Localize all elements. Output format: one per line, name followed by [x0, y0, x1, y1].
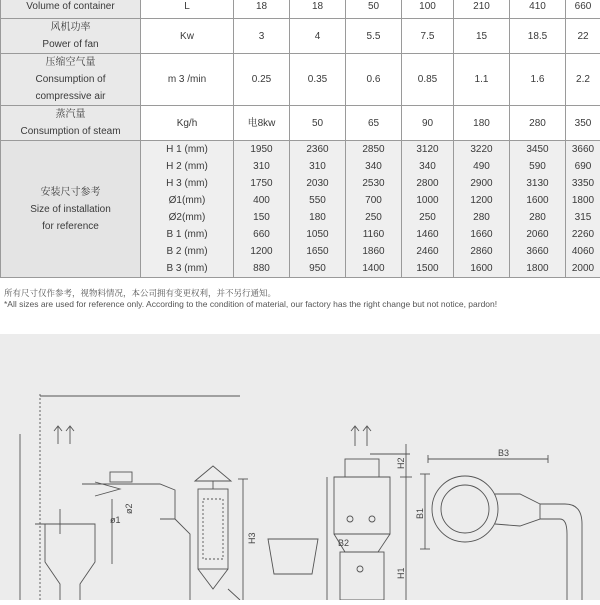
value-cell: 18 — [234, 0, 290, 19]
value-cell: 1860 — [346, 243, 402, 260]
value-cell: 90 — [402, 106, 454, 141]
spec-row — [1, 54, 600, 106]
value-cell: 2000 — [566, 260, 600, 278]
value-cell: 2.2 — [566, 54, 600, 106]
value-cell: 1660 — [454, 226, 510, 243]
value-cell: 1600 — [454, 260, 510, 278]
value-cell: 590 — [510, 158, 566, 175]
value-cell: 3120 — [402, 141, 454, 159]
install-label-line: Size of installation — [1, 201, 140, 218]
value-cell: 0.35 — [290, 54, 346, 106]
install-dim: H 2 (mm) — [141, 158, 234, 175]
value-cell: 1200 — [454, 192, 510, 209]
value-cell: 15 — [454, 19, 510, 54]
value-cell: 0.85 — [402, 54, 454, 106]
value-cell: 1600 — [510, 192, 566, 209]
install-label — [1, 141, 141, 278]
footnote-english: *All sizes are used for reference only. According to the condition of material, our factory has the right change but not notice, pardon! — [4, 299, 497, 309]
value-cell: 1800 — [510, 260, 566, 278]
value-cell: 50 — [290, 106, 346, 141]
drawing-svg — [0, 334, 600, 600]
value-cell: 1000 — [402, 192, 454, 209]
value-cell: 280 — [454, 209, 510, 226]
row-label — [1, 19, 141, 54]
row-unit: L — [141, 0, 234, 19]
spec-row — [1, 0, 600, 19]
value-cell: 2530 — [346, 175, 402, 192]
install-dim: H 3 (mm) — [141, 175, 234, 192]
value-cell: 1750 — [234, 175, 290, 192]
value-cell: 2060 — [510, 226, 566, 243]
row-label-line: 蒸汽量 — [1, 106, 140, 123]
value-cell: 550 — [290, 192, 346, 209]
value-cell: 340 — [402, 158, 454, 175]
value-cell: 950 — [290, 260, 346, 278]
value-cell: 310 — [290, 158, 346, 175]
value-cell: 150 — [234, 209, 290, 226]
value-cell: 880 — [234, 260, 290, 278]
value-cell: 490 — [454, 158, 510, 175]
value-cell: 3660 — [566, 141, 600, 159]
value-cell: 340 — [346, 158, 402, 175]
value-cell: 1800 — [566, 192, 600, 209]
value-cell: 18.5 — [510, 19, 566, 54]
row-unit: m 3 /min — [141, 54, 234, 106]
install-row — [1, 141, 600, 159]
value-cell: 2360 — [290, 141, 346, 159]
value-cell: 700 — [346, 192, 402, 209]
value-cell: 3130 — [510, 175, 566, 192]
value-cell: 3220 — [454, 141, 510, 159]
value-cell: 310 — [234, 158, 290, 175]
value-cell: 0.6 — [346, 54, 402, 106]
value-cell: 250 — [346, 209, 402, 226]
value-cell: 1460 — [402, 226, 454, 243]
value-cell: 3350 — [566, 175, 600, 192]
row-label-line: compressive air — [1, 88, 140, 105]
value-cell: 660 — [234, 226, 290, 243]
row-label-line: Power of fan — [1, 36, 140, 53]
value-cell: 280 — [510, 209, 566, 226]
row-label-line: Volume of container — [1, 0, 140, 15]
install-label-line: for reference — [1, 218, 140, 235]
install-dim: H 1 (mm) — [141, 141, 234, 159]
footnote-chinese: 所有尺寸仅作参考，视物料情况，本公司拥有变更权利，并不另行通知。 — [4, 287, 276, 299]
label-h1: H1 — [396, 567, 406, 579]
value-cell: 0.25 — [234, 54, 290, 106]
value-cell: 22 — [566, 19, 600, 54]
value-cell: 100 — [402, 0, 454, 19]
value-cell: 410 — [510, 0, 566, 19]
spec-row — [1, 106, 600, 141]
install-dim: B 3 (mm) — [141, 260, 234, 278]
value-cell: 350 — [566, 106, 600, 141]
label-b3: B3 — [498, 448, 509, 458]
value-cell: 180 — [454, 106, 510, 141]
row-label-line: 压缩空气量 — [1, 54, 140, 71]
value-cell: 2860 — [454, 243, 510, 260]
value-cell: 1500 — [402, 260, 454, 278]
row-unit: Kg/h — [141, 106, 234, 141]
install-label-line: 安装尺寸参考 — [1, 184, 140, 201]
value-cell: 1400 — [346, 260, 402, 278]
value-cell: 1160 — [346, 226, 402, 243]
value-cell: 400 — [234, 192, 290, 209]
row-label — [1, 0, 141, 19]
value-cell: 50 — [346, 0, 402, 19]
installation-drawing — [0, 334, 600, 600]
row-label — [1, 106, 141, 141]
value-cell: 1.1 — [454, 54, 510, 106]
value-cell: 2850 — [346, 141, 402, 159]
value-cell: 280 — [510, 106, 566, 141]
value-cell: 1200 — [234, 243, 290, 260]
row-label — [1, 54, 141, 106]
value-cell: 1650 — [290, 243, 346, 260]
label-h2: H2 — [396, 457, 406, 469]
value-cell: 4 — [290, 19, 346, 54]
label-phi1: ø1 — [110, 515, 121, 525]
install-dim: Ø2(mm) — [141, 209, 234, 226]
spec-table — [0, 0, 600, 278]
value-cell: 210 — [454, 0, 510, 19]
value-cell: 250 — [402, 209, 454, 226]
value-cell: 65 — [346, 106, 402, 141]
value-cell: 2260 — [566, 226, 600, 243]
value-cell: 3450 — [510, 141, 566, 159]
install-dim: Ø1(mm) — [141, 192, 234, 209]
spec-row — [1, 19, 600, 54]
row-unit: Kw — [141, 19, 234, 54]
value-cell: 4060 — [566, 243, 600, 260]
value-cell: 5.5 — [346, 19, 402, 54]
value-cell: 2030 — [290, 175, 346, 192]
value-cell: 660 — [566, 0, 600, 19]
value-cell: 18 — [290, 0, 346, 19]
label-b1: B1 — [415, 508, 425, 519]
value-cell: 7.5 — [402, 19, 454, 54]
value-cell: 180 — [290, 209, 346, 226]
value-cell: 电8kw — [234, 106, 290, 141]
label-b2: B2 — [338, 538, 349, 548]
row-label-line: Consumption of steam — [1, 123, 140, 140]
value-cell: 315 — [566, 209, 600, 226]
label-phi2: ø2 — [124, 503, 134, 514]
install-dim: B 1 (mm) — [141, 226, 234, 243]
value-cell: 3 — [234, 19, 290, 54]
install-dim: B 2 (mm) — [141, 243, 234, 260]
value-cell: 2460 — [402, 243, 454, 260]
label-h3: H3 — [247, 532, 257, 544]
value-cell: 690 — [566, 158, 600, 175]
row-label-line: Consumption of — [1, 71, 140, 88]
value-cell: 2900 — [454, 175, 510, 192]
row-label-line: 风机功率 — [1, 19, 140, 36]
value-cell: 1050 — [290, 226, 346, 243]
value-cell: 2800 — [402, 175, 454, 192]
value-cell: 3660 — [510, 243, 566, 260]
value-cell: 1950 — [234, 141, 290, 159]
value-cell: 1.6 — [510, 54, 566, 106]
